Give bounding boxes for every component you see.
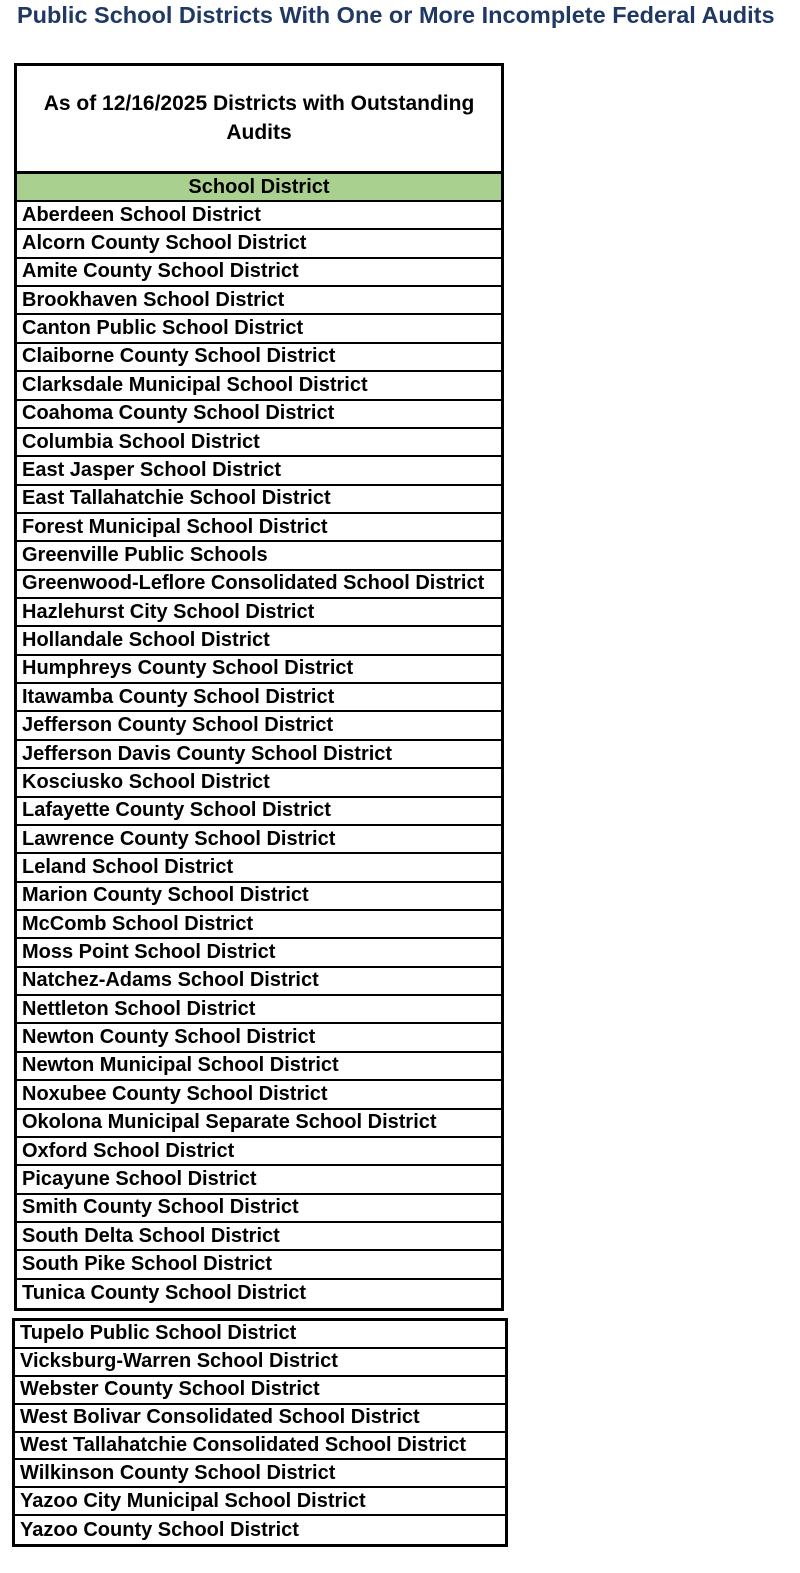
table-row: Newton County School District	[17, 1024, 501, 1052]
table-row: Marion County School District	[17, 883, 501, 911]
table-row: Humphreys County School District	[17, 656, 501, 684]
table-row: Leland School District	[17, 854, 501, 882]
page-title: Public School Districts With One or More Incomplete Federal Audits	[17, 2, 775, 28]
outstanding-audits-table	[14, 63, 504, 1311]
table-row: Claiborne County School District	[17, 344, 501, 372]
table-row: Hazlehurst City School District	[17, 599, 501, 627]
table-row: Okolona Municipal Separate School District	[17, 1110, 501, 1138]
table-row: Amite County School District	[17, 259, 501, 287]
table-row: Columbia School District	[17, 429, 501, 457]
table-row: West Bolivar Consolidated School District	[15, 1405, 505, 1433]
table-row: McComb School District	[17, 911, 501, 939]
column-header-school-district: School District	[17, 174, 501, 202]
outstanding-audits-table-continued	[12, 1318, 508, 1547]
table-row: Picayune School District	[17, 1166, 501, 1194]
table-row: Tunica County School District	[22, 1282, 307, 1305]
table-row: Yazoo City Municipal School District	[15, 1488, 505, 1516]
table-row: Wilkinson County School District	[15, 1460, 505, 1488]
table-row: Jefferson Davis County School District	[17, 741, 501, 769]
table-row: Nettleton School District	[17, 996, 501, 1024]
table-row: Lawrence County School District	[17, 826, 501, 854]
table-row: Greenwood-Leflore Consolidated School District	[17, 571, 501, 599]
table-row: Coahoma County School District	[17, 401, 501, 429]
table-row: Kosciusko School District	[17, 769, 501, 797]
table-row: West Tallahatchie Consolidated School District	[15, 1433, 505, 1461]
table-row: East Tallahatchie School District	[17, 486, 501, 514]
table-row: Itawamba County School District	[17, 684, 501, 712]
table-row: Brookhaven School District	[17, 287, 501, 315]
table-row: Noxubee County School District	[17, 1081, 501, 1109]
table-row: Vicksburg-Warren School District	[15, 1349, 505, 1377]
table-row: Moss Point School District	[17, 939, 501, 967]
table-row: Newton Municipal School District	[17, 1053, 501, 1081]
table-row: Aberdeen School District	[17, 202, 501, 230]
table-row: East Jasper School District	[17, 457, 501, 485]
table-row: Smith County School District	[17, 1195, 501, 1223]
table-row: South Delta School District	[17, 1223, 501, 1251]
table-caption: As of 12/16/2025 Districts with Outstanding Audits	[17, 66, 501, 174]
district-rows-page2	[15, 1321, 505, 1544]
table-row: Lafayette County School District	[17, 798, 501, 826]
district-rows-page1	[17, 202, 501, 1308]
table-row: Tupelo Public School District	[15, 1321, 505, 1349]
table-row: Clarksdale Municipal School District	[17, 372, 501, 400]
table-row: Forest Municipal School District	[17, 514, 501, 542]
table-row: Webster County School District	[15, 1377, 505, 1405]
table-row: Natchez-Adams School District	[17, 968, 501, 996]
table-row: Canton Public School District	[17, 315, 501, 343]
table-row: Alcorn County School District	[17, 230, 501, 258]
table-row: Yazoo County School District	[20, 1518, 299, 1541]
table-row: Hollandale School District	[17, 627, 501, 655]
table-row: Oxford School District	[17, 1138, 501, 1166]
table-row: Jefferson County School District	[17, 712, 501, 740]
table-row: Greenville Public Schools	[17, 542, 501, 570]
table-row: South Pike School District	[17, 1251, 501, 1279]
